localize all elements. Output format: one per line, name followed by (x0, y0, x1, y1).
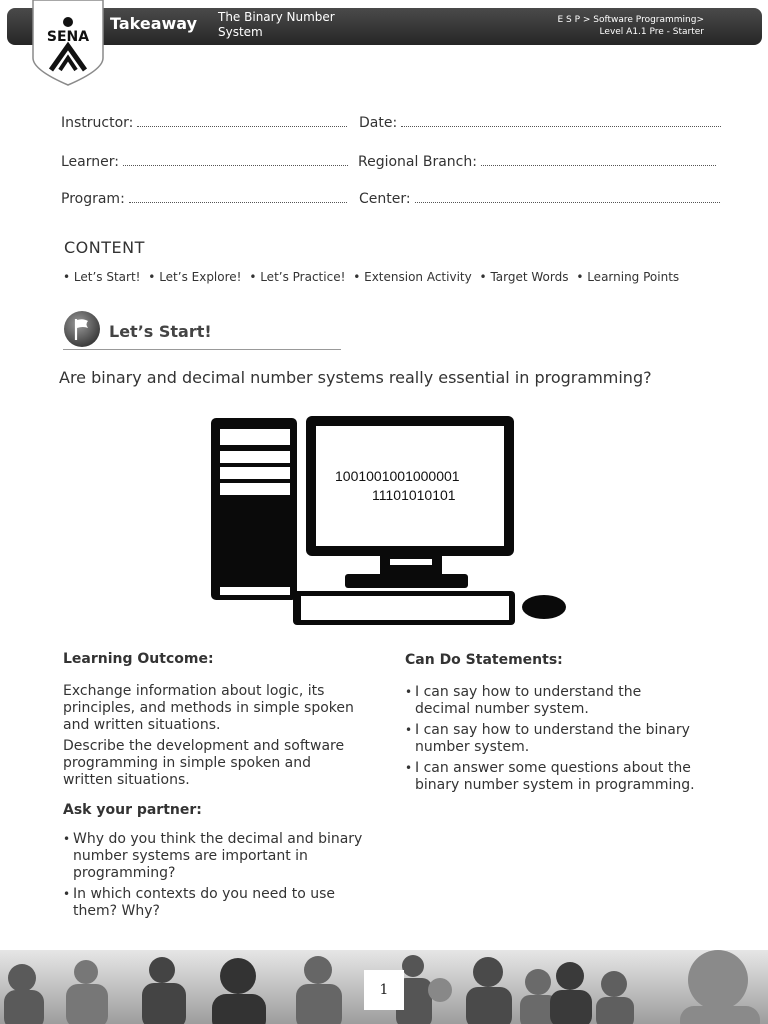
header-bar (7, 8, 762, 45)
takeaway-label: Takeaway (110, 14, 198, 33)
learning-outcome-text: Exchange information about logic, its principles, and methods in simple spoken and written situations. (63, 683, 354, 733)
date-field[interactable] (401, 114, 721, 127)
list-item: • Why do you think the decimal and binary number systems are important in programming? (63, 831, 363, 882)
binary-line-2: 11101010101 (372, 487, 456, 503)
list-item: • I can answer some questions about the binary number system in programming. (405, 760, 695, 794)
page-number: 1 (364, 970, 404, 1010)
content-item[interactable]: • Learning Points (576, 270, 680, 284)
center-label: Center: (359, 191, 411, 207)
content-item[interactable]: • Let’s Explore! (148, 270, 242, 284)
sena-logo (31, 0, 105, 86)
binary-line-1: 1001001001000001 (335, 468, 460, 484)
opening-question: Are binary and decimal number systems really essential in programming? (59, 368, 652, 387)
content-heading: CONTENT (64, 238, 145, 257)
learning-outcome-heading: Learning Outcome: (63, 651, 214, 667)
breadcrumb (557, 14, 704, 38)
learner-label: Learner: (61, 154, 119, 170)
learner-field[interactable] (123, 153, 348, 166)
regional-branch-label: Regional Branch: (358, 154, 477, 170)
module-title: The Binary Number System (218, 10, 335, 39)
program-label: Program: (61, 191, 125, 207)
can-do-heading: Can Do Statements: (405, 652, 563, 668)
content-item[interactable]: • Let’s Start! (63, 270, 141, 284)
logo-text: SENA (46, 29, 90, 45)
content-index (63, 270, 683, 284)
form-row-program (61, 190, 726, 210)
content-item[interactable]: • Let’s Practice! (249, 270, 346, 284)
instructor-field[interactable] (137, 114, 347, 127)
can-do-list (405, 684, 695, 794)
breadcrumb-path: E S P > Software Programming> (557, 15, 704, 25)
breadcrumb-level: Level A1.1 Pre - Starter (599, 27, 704, 37)
learning-outcome-text: Describe the development and software programming in simple spoken and written situations. (63, 738, 345, 788)
lets-start-heading: Let’s Start! (109, 322, 212, 341)
ask-partner-list (63, 831, 363, 920)
date-label: Date: (359, 115, 398, 131)
list-item: • I can say how to understand the decimal number system. (405, 684, 695, 718)
computer-illustration (205, 408, 573, 630)
regional-branch-field[interactable] (481, 153, 716, 166)
form-row-learner (61, 153, 726, 173)
center-field[interactable] (415, 190, 720, 203)
learning-outcome-section (63, 651, 363, 924)
can-do-section (405, 652, 695, 798)
flag-icon (63, 310, 101, 348)
ask-partner-section (63, 802, 363, 920)
list-item: • I can say how to understand the binary number system. (405, 722, 695, 756)
program-field[interactable] (129, 190, 347, 203)
form-row-instructor (61, 114, 726, 134)
ask-partner-heading: Ask your partner: (63, 802, 202, 818)
content-item[interactable]: • Target Words (479, 270, 569, 284)
content-item[interactable]: • Extension Activity (353, 270, 472, 284)
section-divider (63, 349, 341, 350)
instructor-label: Instructor: (61, 115, 134, 131)
list-item: • In which contexts do you need to use them? Why? (63, 886, 363, 920)
